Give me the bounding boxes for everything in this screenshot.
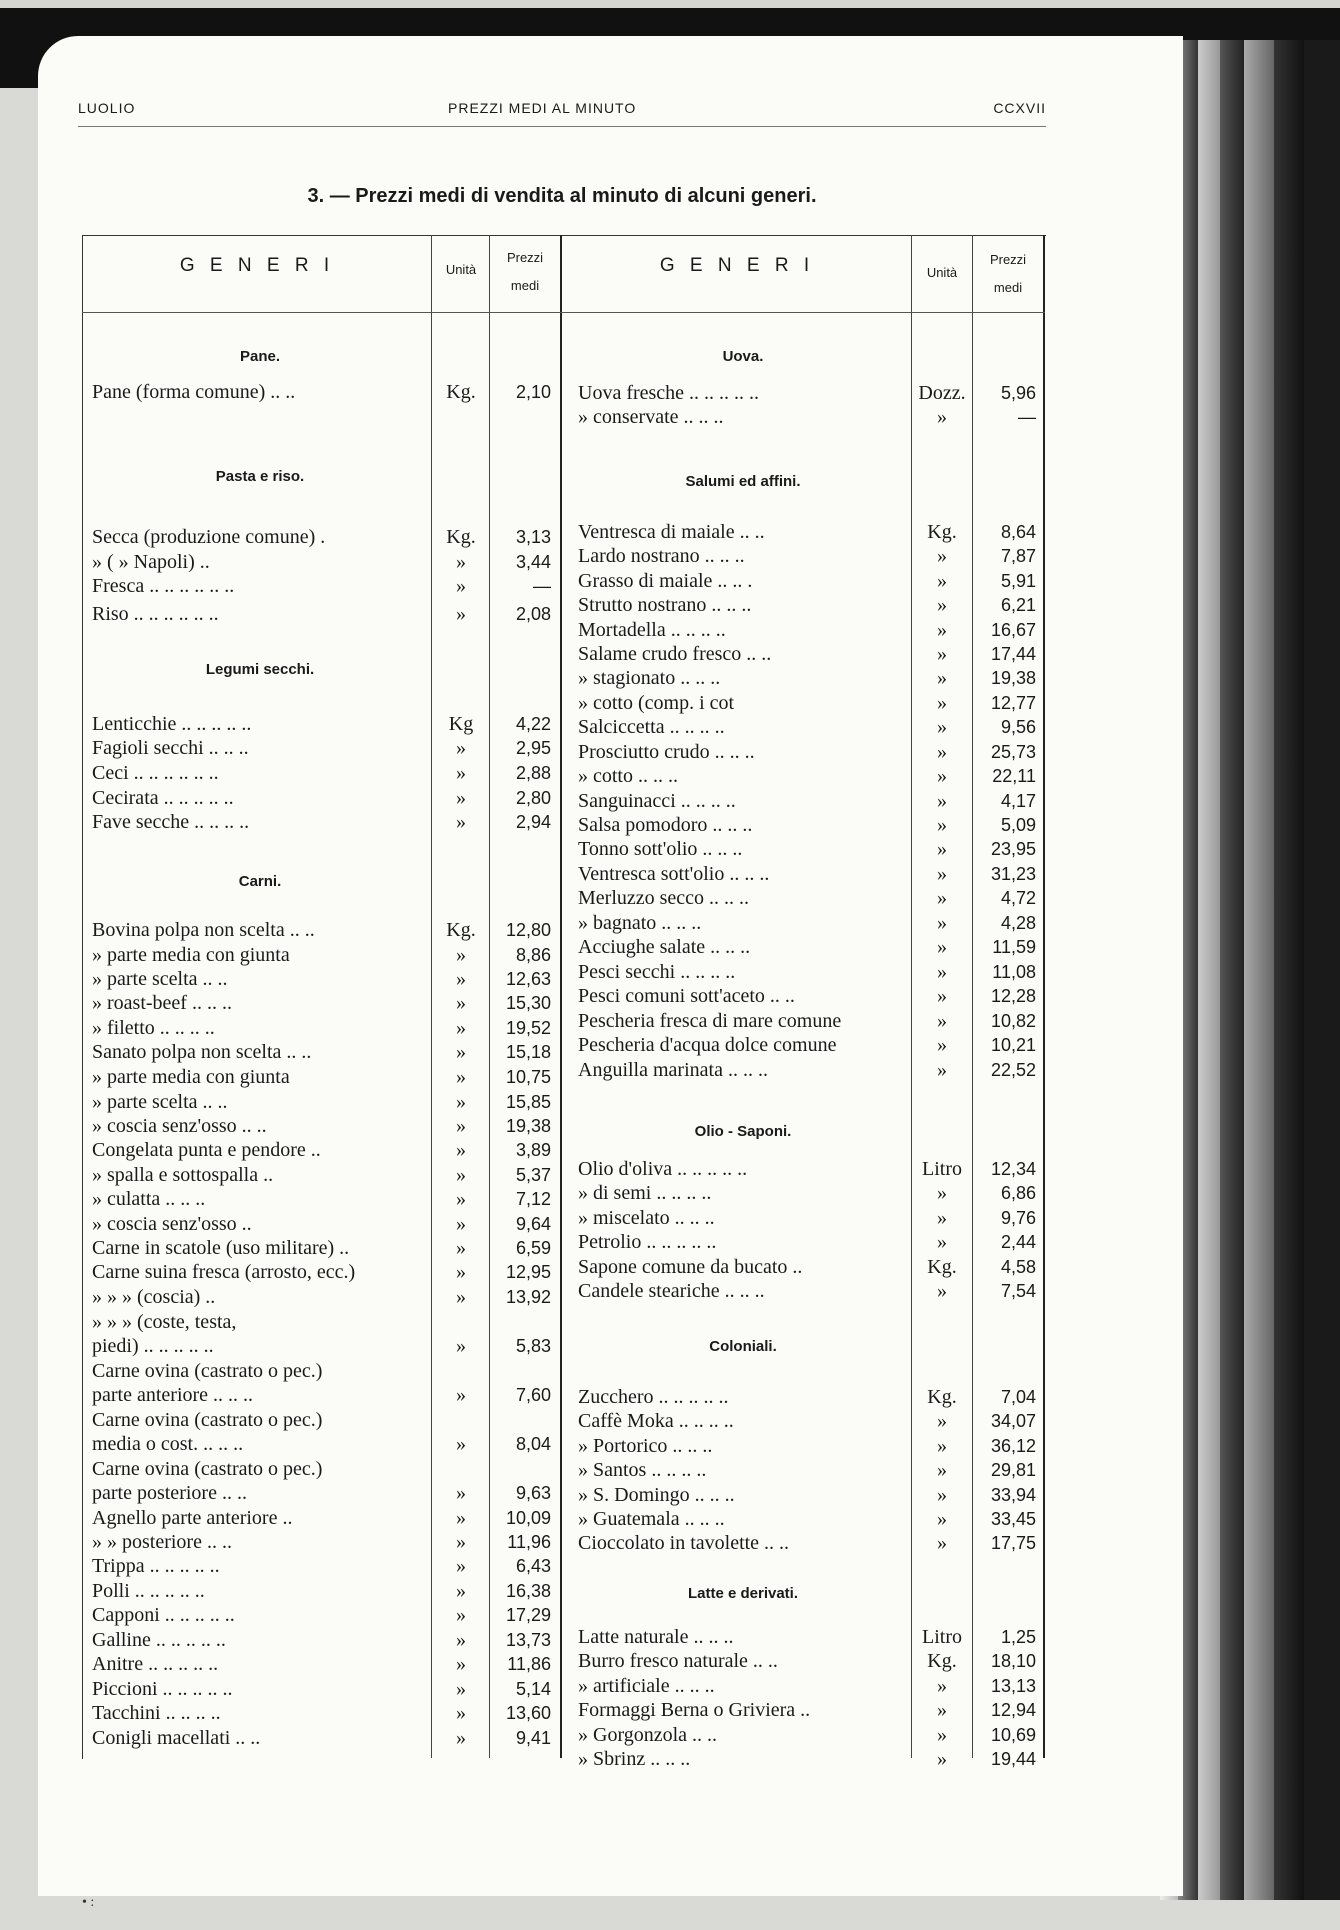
item-unit: » [456,1604,466,1626]
item-unit: Litro [922,1626,962,1648]
item-unit: » [937,936,947,958]
item-unit: » [937,406,947,428]
item-name: Riso .. .. .. .. .. .. [92,603,219,625]
item-price: 29,81 [990,1460,1036,1480]
item-price: 4,17 [1000,791,1036,811]
item-unit: » [456,1164,466,1186]
item-name: Salciccetta .. .. .. .. [578,716,725,738]
header-generi-right: G E N E R I [659,255,815,276]
item-name: Conigli macellati .. .. [92,1727,261,1749]
header-prezzi-left: Prezzi [506,250,544,265]
item-unit: » [456,1531,466,1553]
item-price: 16,38 [505,1581,551,1601]
item-price: 5,09 [1000,815,1036,835]
item-unit: » [937,1675,947,1697]
item-unit: Litro [922,1158,962,1180]
item-price: 33,45 [990,1509,1036,1529]
item-unit: » [456,603,466,625]
book-edge [1198,40,1220,1900]
item-unit: » [456,1237,466,1259]
section-heading: Carni. [238,873,282,890]
item-name: Pesci comuni sott'aceto .. .. [578,985,795,1007]
item-unit: Kg. [446,919,476,941]
item-unit: Kg. [446,526,476,548]
item-name: Piccioni .. .. .. .. .. [92,1678,233,1700]
item-price: 10,82 [990,1011,1036,1031]
item-name: Ventresca di maiale .. .. [578,521,765,543]
item-unit: » [937,814,947,836]
item-price: 6,21 [1000,595,1036,615]
item-unit: » [937,1010,947,1032]
item-unit: » [456,944,466,966]
section-heading: Salumi ed affini. [685,473,801,490]
item-price: 13,13 [990,1676,1036,1696]
item-price: 7,60 [515,1385,551,1405]
item-unit: » [456,1017,466,1039]
item-price: 11,59 [992,937,1036,957]
item-unit: » [937,741,947,763]
item-price: 10,21 [990,1035,1036,1055]
item-name: media o cost. .. .. .. [92,1433,244,1455]
item-price: 6,59 [515,1238,551,1258]
item-unit: » [937,1207,947,1229]
item-price: 25,73 [990,742,1036,762]
item-name: » Gorgonzola .. .. [578,1724,718,1746]
item-name: » parte scelta .. .. [92,968,228,990]
item-price: 12,77 [990,693,1036,713]
item-unit: » [937,1748,947,1770]
item-unit: Kg. [927,1650,957,1672]
item-name: » Santos .. .. .. .. [578,1459,707,1481]
item-price: 9,63 [515,1483,551,1503]
item-name: » » posteriore .. .. [92,1531,232,1553]
item-name: Fave secche .. .. .. .. [92,811,250,833]
item-unit: » [456,575,466,597]
item-name: Polli .. .. .. .. .. [92,1580,205,1602]
header-medi-right: medi [993,280,1023,295]
item-price: 12,28 [990,986,1036,1006]
item-name: Salame crudo fresco .. .. [578,643,772,665]
item-unit: » [937,1484,947,1506]
item-price: 15,30 [505,993,551,1013]
item-price: 11,96 [507,1532,551,1552]
item-name: Sanguinacci .. .. .. .. [578,790,736,812]
item-unit: » [456,1335,466,1357]
item-price: 6,86 [1000,1183,1036,1203]
item-name: Salsa pomodoro .. .. .. [578,814,753,836]
item-price: 19,38 [990,668,1036,688]
item-price: 5,96 [1000,383,1036,403]
item-unit: » [937,887,947,909]
item-price: 7,54 [1000,1281,1036,1301]
item-name: Ventresca sott'olio .. .. .. [578,863,770,885]
item-price: 4,58 [1000,1257,1036,1277]
item-name: » S. Domingo .. .. .. [578,1484,735,1506]
item-price: 10,09 [505,1508,551,1528]
item-name: Caffè Moka .. .. .. .. [578,1410,734,1432]
item-unit: » [937,985,947,1007]
item-name: Tacchini .. .. .. .. [92,1702,221,1724]
item-name: Secca (produzione comune) . [92,526,326,548]
item-unit: » [456,1678,466,1700]
item-unit: » [937,643,947,665]
item-name: Carne ovina (castrato o pec.) [92,1458,323,1480]
item-price: 13,92 [505,1287,551,1307]
item-unit: » [937,1410,947,1432]
item-unit: » [937,1435,947,1457]
item-unit: » [456,1433,466,1455]
item-price: 22,52 [990,1060,1036,1080]
item-name: » ( » Napoli) .. [92,551,210,573]
section-heading: Legumi secchi. [205,661,315,678]
item-unit: » [937,838,947,860]
item-name: » parte media con giunta [92,944,290,966]
item-price: 19,52 [505,1018,551,1038]
item-name: » Portorico .. .. .. [578,1435,713,1457]
item-name: parte anteriore .. .. .. [92,1384,254,1406]
item-price: 5,91 [1000,571,1036,591]
item-name: » cotto (comp. i cot [578,692,735,714]
section-heading: Pasta e riso. [215,468,305,485]
item-price: 31,23 [990,864,1036,884]
item-price: 12,63 [505,969,551,989]
item-price: 5,14 [515,1679,551,1699]
item-unit: » [937,1508,947,1530]
item-name: Trippa .. .. .. .. .. [92,1555,220,1577]
item-name: Uova fresche .. .. .. .. .. [578,382,760,404]
item-unit: » [456,1653,466,1675]
item-name: Agnello parte anteriore .. [92,1507,293,1529]
item-unit: » [937,1182,947,1204]
item-name: Bovina polpa non scelta .. .. [92,919,315,941]
item-unit: Kg. [927,1386,957,1408]
item-unit: » [456,1066,466,1088]
item-name: Candele steariche .. .. .. [578,1280,765,1302]
item-price: 1,25 [1000,1627,1036,1647]
item-name: » filetto .. .. .. .. [92,1017,215,1039]
item-price: 10,75 [505,1067,551,1087]
item-price: 23,95 [990,839,1036,859]
item-name: Anguilla marinata .. .. .. [578,1059,768,1081]
section-heading: Pane. [239,348,281,365]
column-divider [431,235,432,1758]
item-name: Merluzzo secco .. .. .. [578,887,750,909]
item-name: » roast-beef .. .. .. [92,992,232,1014]
item-name: piedi) .. .. .. .. .. [92,1335,214,1357]
item-unit: » [456,1188,466,1210]
item-name: » » » (coscia) .. [92,1286,216,1308]
item-unit: » [937,1699,947,1721]
item-unit: » [456,1091,466,1113]
item-name: » coscia senz'osso .. [92,1213,252,1235]
item-unit: » [937,1059,947,1081]
item-name: Pescheria d'acqua dolce comune [578,1034,837,1056]
item-price: 36,12 [990,1436,1036,1456]
header-generi-left: G E N E R I [179,255,335,276]
item-name: Galline .. .. .. .. .. [92,1629,226,1651]
column-divider [972,235,973,1758]
item-unit: » [456,1727,466,1749]
item-unit: » [456,1482,466,1504]
item-price: 3,89 [515,1140,551,1160]
item-price: 4,28 [1000,913,1036,933]
item-name: Sanato polpa non scelta .. .. [92,1041,312,1063]
item-unit: » [456,1115,466,1137]
item-unit: » [456,1213,466,1235]
item-name: Grasso di maiale .. .. . [578,570,753,592]
item-unit: » [937,619,947,641]
item-price: 2,88 [515,763,551,783]
item-name: Sapone comune da bucato .. [578,1256,803,1278]
item-unit: » [937,1459,947,1481]
item-price: 2,80 [515,788,551,808]
item-price: 9,64 [515,1214,551,1234]
item-unit: » [937,716,947,738]
item-unit: » [937,790,947,812]
item-price: 17,75 [990,1533,1036,1553]
item-name: Formaggi Berna o Griviera .. [578,1699,811,1721]
item-name: Prosciutto crudo .. .. .. [578,741,755,763]
item-name: Carne ovina (castrato o pec.) [92,1360,323,1382]
item-unit: » [456,1286,466,1308]
item-price: 8,04 [515,1434,551,1454]
item-name: Zucchero .. .. .. .. .. [578,1386,729,1408]
item-price: 13,73 [505,1630,551,1650]
item-name: » conservate .. .. .. [578,406,724,428]
item-name: » stagionato .. .. .. [578,667,721,689]
item-unit: » [456,551,466,573]
item-price: 8,64 [1000,522,1036,542]
item-name: » » » (coste, testa, [92,1311,237,1333]
item-unit: » [456,1139,466,1161]
book-edge [1274,40,1304,1900]
column-divider [489,235,490,1758]
item-price: 8,86 [515,945,551,965]
item-price: 33,94 [990,1485,1036,1505]
item-name: Cioccolato in tavolette .. .. [578,1532,790,1554]
item-name: » cotto .. .. .. [578,765,678,787]
item-price: 22,11 [992,766,1036,786]
item-price: 2,95 [515,738,551,758]
item-unit: » [456,811,466,833]
header-unita-right: Unità [926,265,958,280]
item-name: » Guatemala .. .. .. [578,1508,725,1530]
running-head-center: PREZZI MEDI AL MINUTO [448,100,637,116]
section-heading: Uova. [722,348,764,365]
item-price: — [1018,407,1036,427]
item-unit: » [456,737,466,759]
item-unit: » [937,667,947,689]
item-price: 6,43 [515,1556,551,1576]
item-name: Acciughe salate .. .. .. [578,936,751,958]
item-price: 12,95 [505,1262,551,1282]
item-name: » di semi .. .. .. .. [578,1182,712,1204]
header-unita-left: Unità [445,262,477,277]
item-unit: » [456,787,466,809]
header-medi-left: medi [510,278,540,293]
item-unit: » [456,1041,466,1063]
item-unit: Kg. [927,1256,957,1278]
item-unit: Kg. [446,381,476,403]
item-name: Carne suina fresca (arrosto, ecc.) [92,1261,356,1283]
section-heading: Latte e derivati. [687,1585,799,1602]
item-unit: » [937,594,947,616]
item-price: 4,22 [515,714,551,734]
item-name: Pescheria fresca di mare comune [578,1010,842,1032]
item-unit: » [937,1034,947,1056]
item-name: Lardo nostrano .. .. .. [578,545,745,567]
item-unit: » [937,912,947,934]
item-name: Lenticchie .. .. .. .. .. [92,713,252,735]
book-edge [1304,40,1340,1900]
item-name: Pane (forma comune) .. .. [92,381,296,403]
item-unit: » [937,863,947,885]
item-name: Burro fresco naturale .. .. [578,1650,778,1672]
item-price: 12,94 [990,1700,1036,1720]
item-unit: » [456,1629,466,1651]
item-name: Olio d'oliva .. .. .. .. .. [578,1158,748,1180]
item-price: 13,60 [505,1703,551,1723]
item-name: » artificiale .. .. .. [578,1675,715,1697]
item-name: Mortadella .. .. .. .. [578,619,726,641]
item-name: » parte media con giunta [92,1066,290,1088]
item-name: Congelata punta e pendore .. [92,1139,321,1161]
item-name: parte posteriore .. .. [92,1482,247,1504]
item-name: Strutto nostrano .. .. .. [578,594,752,616]
item-unit: » [456,1507,466,1529]
item-unit: » [937,1724,947,1746]
item-name: Ceci .. .. .. .. .. .. [92,762,219,784]
column-divider-center [560,235,562,1758]
item-unit: » [937,1532,947,1554]
header-separator [82,312,1045,313]
item-name: Carne ovina (castrato o pec.) [92,1409,323,1431]
item-name: Tonno sott'olio .. .. .. [578,838,743,860]
section-heading: Olio - Saponi. [694,1123,792,1140]
item-name: Cecirata .. .. .. .. .. [92,787,234,809]
item-unit: » [456,1702,466,1724]
item-name: Fagioli secchi .. .. .. [92,737,249,759]
footer-mark: • : [82,1895,95,1910]
item-unit: » [456,762,466,784]
item-price: 19,38 [505,1116,551,1136]
item-price: 10,69 [990,1725,1036,1745]
item-unit: » [456,1555,466,1577]
item-price: 7,12 [515,1189,551,1209]
book-edge [1244,40,1274,1900]
item-unit: » [937,765,947,787]
item-price: 12,34 [990,1159,1036,1179]
item-unit: » [937,1231,947,1253]
item-unit: » [456,968,466,990]
item-price: 9,76 [1000,1208,1036,1228]
book-edge [1220,40,1244,1900]
item-name: Capponi .. .. .. .. .. [92,1604,235,1626]
item-price: 5,37 [515,1165,551,1185]
column-divider-right [1043,235,1045,1758]
item-price: 18,10 [990,1651,1036,1671]
item-unit: » [937,545,947,567]
item-name: » parte scelta .. .. [92,1091,228,1113]
item-unit: Dozz. [918,382,966,404]
item-name: » miscelato .. .. .. [578,1207,715,1229]
item-price: 15,18 [505,1042,551,1062]
item-price: 9,56 [1000,717,1036,737]
item-price: 2,08 [515,604,551,624]
item-name: » coscia senz'osso .. .. [92,1115,267,1137]
page-title: 3. — Prezzi medi di vendita al minuto di alcuni generi. [307,185,817,207]
item-name: » culatta .. .. .. [92,1188,206,1210]
item-name: Carne in scatole (uso militare) .. [92,1237,350,1259]
item-name: Fresca .. .. .. .. .. .. [92,575,235,597]
item-unit: » [937,570,947,592]
item-price: 7,87 [1000,546,1036,566]
item-price: 2,44 [1000,1232,1036,1252]
item-price: 15,85 [505,1092,551,1112]
item-name: » bagnato .. .. .. [578,912,702,934]
header-prezzi-right: Prezzi [989,252,1027,267]
item-price: 11,86 [507,1654,551,1674]
item-price: 11,08 [992,962,1036,982]
item-name: Petrolio .. .. .. .. .. [578,1231,717,1253]
header-rule [78,126,1046,127]
item-unit: » [937,692,947,714]
item-price: 16,67 [990,620,1036,640]
item-price: 5,83 [515,1336,551,1356]
running-head [78,100,1046,120]
item-unit: Kg [448,713,474,735]
item-price: — [533,576,551,596]
item-name: Latte naturale .. .. .. [578,1626,734,1648]
item-price: 17,29 [505,1605,551,1625]
item-unit: » [456,1261,466,1283]
running-head-left: LUOLIO [78,100,136,116]
item-unit: » [456,1580,466,1602]
item-price: 7,04 [1000,1387,1036,1407]
item-unit: » [456,992,466,1014]
item-price: 2,10 [515,382,551,402]
page-number: CCXVII [993,100,1046,116]
column-divider [911,235,912,1758]
item-price: 3,13 [515,527,551,547]
item-unit: » [937,1280,947,1302]
item-unit: Kg. [927,521,957,543]
item-price: 19,44 [990,1749,1036,1769]
item-unit: » [456,1384,466,1406]
item-name: » Sbrinz .. .. .. [578,1748,691,1770]
item-price: 3,44 [515,552,551,572]
item-name: Anitre .. .. .. .. .. [92,1653,219,1675]
item-name: » spalla e sottospalla .. [92,1164,274,1186]
item-unit: » [937,961,947,983]
section-heading: Coloniali. [709,1338,777,1355]
item-price: 34,07 [990,1411,1036,1431]
item-price: 9,41 [515,1728,551,1748]
item-price: 2,94 [515,812,551,832]
item-price: 4,72 [1000,888,1036,908]
item-name: Pesci secchi .. .. .. .. [578,961,736,983]
item-price: 12,80 [505,920,551,940]
item-price: 17,44 [990,644,1036,664]
